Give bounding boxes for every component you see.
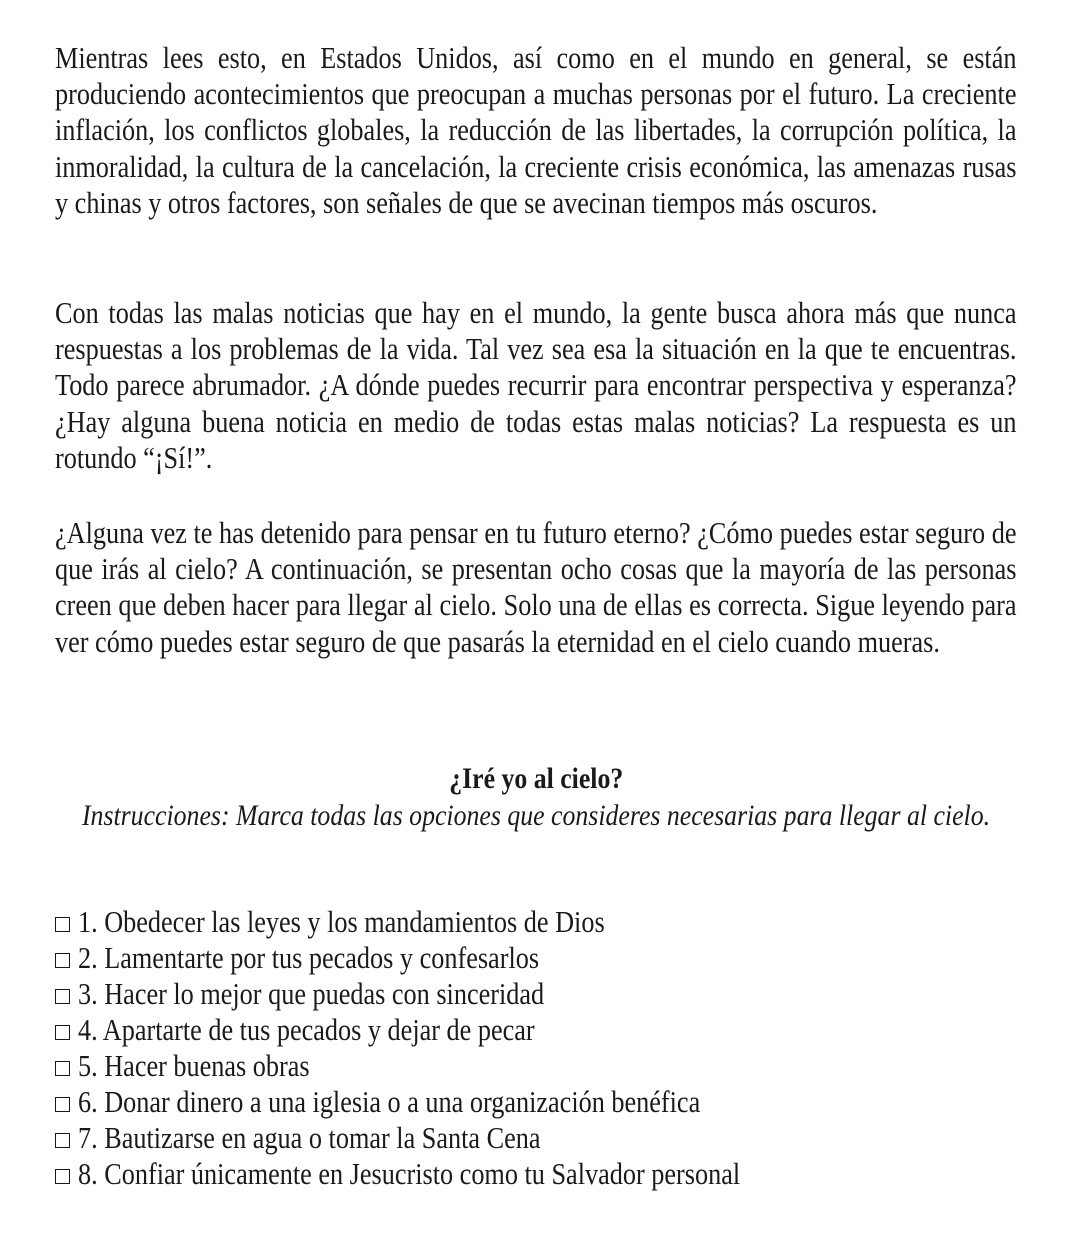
- checkbox-icon[interactable]: [55, 1061, 70, 1076]
- checkbox-icon[interactable]: [55, 917, 70, 932]
- quiz-option-1[interactable]: [55, 904, 955, 940]
- quiz-options-list: [55, 904, 955, 1192]
- checkbox-icon[interactable]: [55, 1133, 70, 1148]
- quiz-option-label: 3. Hacer lo mejor que puedas con sinceridad: [78, 977, 545, 1011]
- quiz-option-label: 1. Obedecer las leyes y los mandamientos de Dios: [78, 905, 605, 939]
- checkbox-icon[interactable]: [55, 1169, 70, 1184]
- quiz-option-label: 4. Apartarte de tus pecados y dejar de pecar: [78, 1013, 535, 1047]
- eternal-future-paragraph: ¿Alguna vez te has detenido para pensar en tu futuro eterno? ¿Cómo puedes estar seguro de que irás al cielo? A continuación, se presentan ocho cosas que la mayoría de las personas creen que deben hacer para llegar al cielo. Solo una de ellas es correcta. Sigue leyendo para ver cómo puedes estar seguro de que pasarás la eternidad en el cielo cuando mueras.: [55, 516, 1017, 659]
- quiz-option-3[interactable]: [55, 976, 955, 1012]
- quiz-option-label: 7. Bautizarse en agua o tomar la Santa Cena: [78, 1121, 541, 1155]
- quiz-option-2[interactable]: [55, 940, 955, 976]
- quiz-option-4[interactable]: [55, 1012, 955, 1048]
- quiz-option-5[interactable]: [55, 1048, 955, 1084]
- quiz-title: ¿Iré yo al cielo?: [448, 762, 624, 795]
- quiz-option-6[interactable]: [55, 1084, 955, 1120]
- checkbox-icon[interactable]: [55, 1097, 70, 1112]
- checkbox-icon[interactable]: [55, 953, 70, 968]
- checkbox-icon[interactable]: [55, 1025, 70, 1040]
- quiz-option-label: 5. Hacer buenas obras: [78, 1049, 310, 1083]
- quiz-option-7[interactable]: [55, 1120, 955, 1156]
- checkbox-icon[interactable]: [55, 989, 70, 1004]
- quiz-option-label: 6. Donar dinero a una iglesia o a una organización benéfica: [78, 1085, 701, 1119]
- quiz-option-8[interactable]: [55, 1156, 955, 1192]
- good-news-paragraph: Con todas las malas noticias que hay en el mundo, la gente busca ahora más que nunca respuestas a los problemas de la vida. Tal vez sea esa la situación en la que te encuentras. Todo parece abrumador. ¿A dónde puedes recurrir para encontrar perspectiva y esperanza? ¿Hay alguna buena noticia en medio de todas estas malas noticias? La respuesta es un rotundo “¡Sí!”.: [55, 296, 1017, 475]
- intro-paragraph: Mientras lees esto, en Estados Unidos, así como en el mundo en general, se están produciendo acontecimientos que preocupan a muchas personas por el futuro. La creciente inflación, los conflictos globales, la reducción de las libertades, la corrupción política, la inmoralidad, la cultura de la cancelación, la creciente crisis económica, las amenazas rusas y chinas y otros factores, son señales de que se avecinan tiempos más oscuros.: [55, 41, 1017, 220]
- quiz-option-label: 8. Confiar únicamente en Jesucristo como tu Salvador personal: [78, 1157, 741, 1191]
- quiz-option-label: 2. Lamentarte por tus pecados y confesarlos: [78, 941, 540, 975]
- quiz-instructions: Instrucciones: Marca todas las opciones que consideres necesarias para llegar al cielo.: [81, 799, 991, 832]
